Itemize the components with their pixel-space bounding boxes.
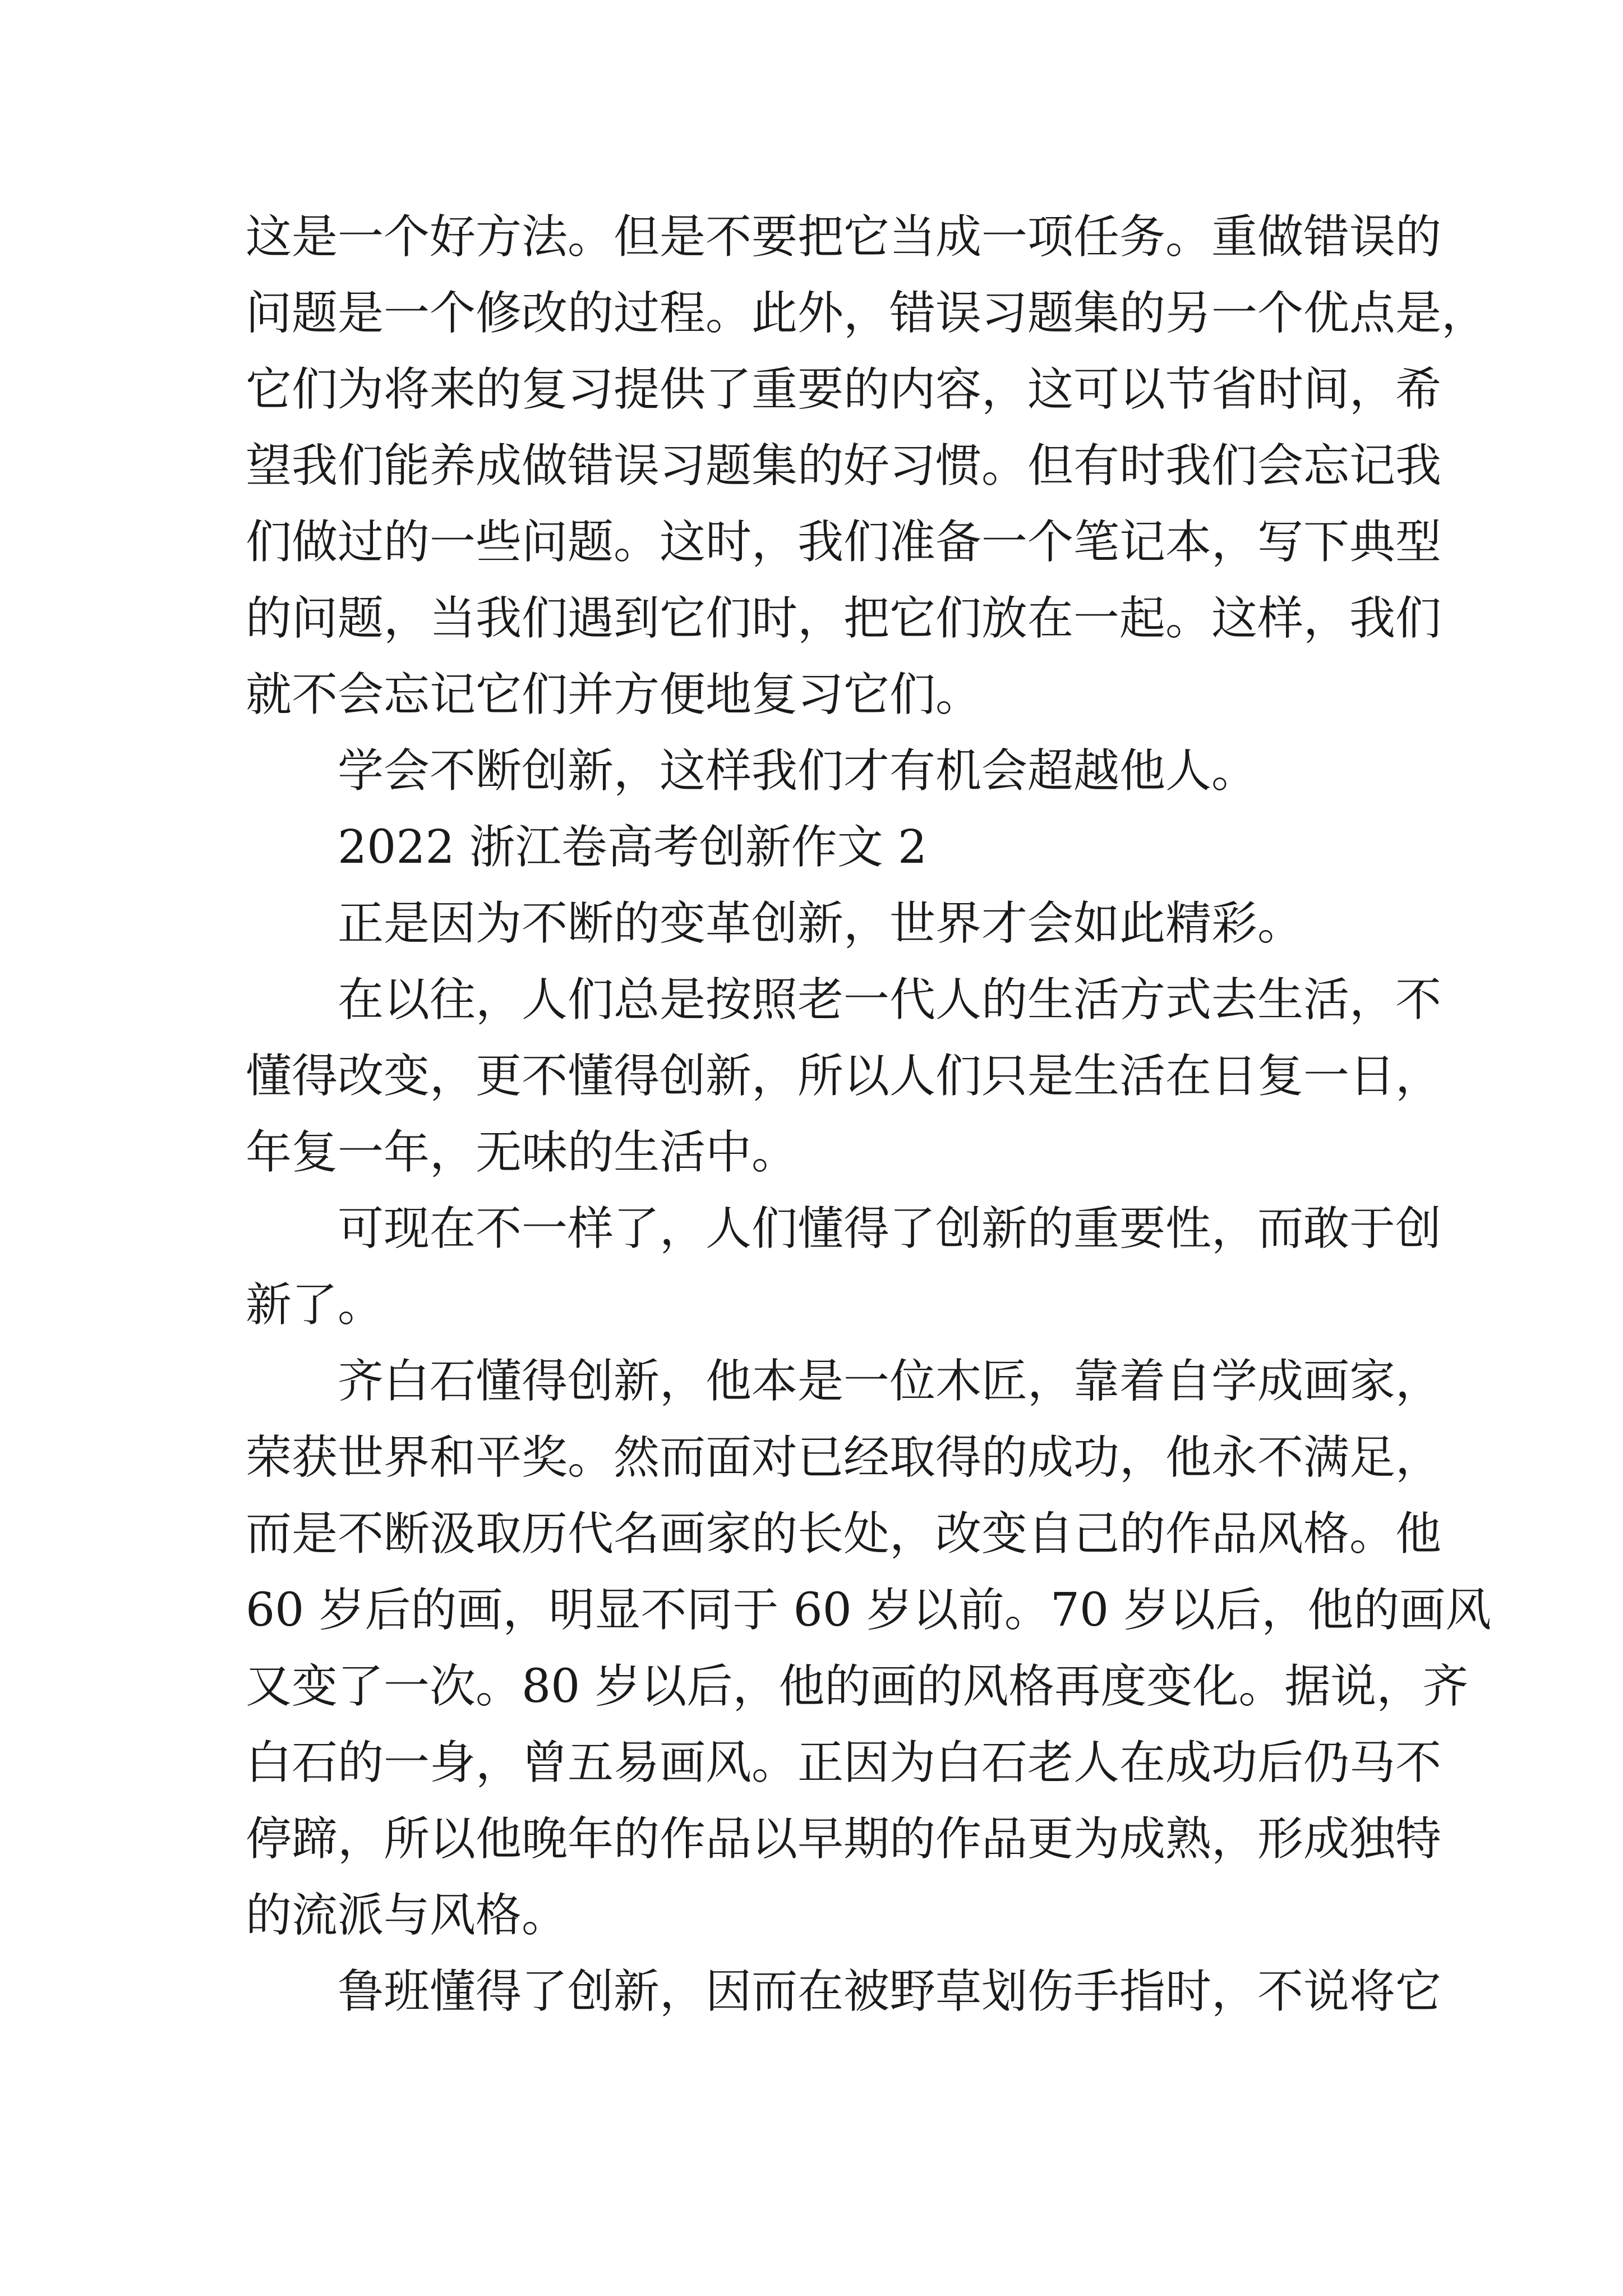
text-line: 可现在不一样了，人们懂得了创新的重要性，而敢于创 [338, 1202, 1442, 1255]
body-text [246, 199, 1492, 2030]
text-line: 齐白石懂得创新，他本是一位木匠，靠着自学成画家， [338, 1355, 1442, 1408]
text-line: 在以往，人们总是按照老一代人的生活方式去生活，不 [338, 973, 1442, 1027]
text-line: 它们为将来的复习提供了重要的内容，这可以节省时间，希 [246, 363, 1442, 416]
text-line: 问题是一个修改的过程。此外，错误习题集的另一个优点是， [246, 287, 1488, 340]
text-line: 的问题，当我们遇到它们时，把它们放在一起。这样，我们 [246, 592, 1442, 645]
text-line: 的流派与风格。 [246, 1889, 568, 1942]
text-line: 就不会忘记它们并方便地复习它们。 [246, 668, 982, 721]
text-line: 白石的一身，曾五易画风。正因为白石老人在成功后仍马不 [246, 1736, 1442, 1789]
text-line: 又变了一次。80 岁以后，他的画的风格再度变化。据说，齐 [246, 1660, 1469, 1713]
text-line: 新了。 [246, 1278, 384, 1332]
section-heading: 2022 浙江卷高考创新作文 2 [338, 821, 927, 874]
text-line: 这是一个好方法。但是不要把它当成一项任务。重做错误的 [246, 210, 1442, 264]
text-line: 停蹄，所以他晚年的作品以早期的作品更为成熟，形成独特 [246, 1812, 1442, 1866]
text-line: 而是不断汲取历代名画家的长处，改变自己的作品风格。他 [246, 1507, 1442, 1561]
text-line: 鲁班懂得了创新，因而在被野草划伤手指时，不说将它 [338, 1965, 1442, 2018]
text-line: 荣获世界和平奖。然而面对已经取得的成功，他永不满足， [246, 1431, 1442, 1484]
text-line: 年复一年，无味的生活中。 [246, 1126, 798, 1179]
text-line: 学会不断创新，这样我们才有机会超越他人。 [338, 744, 1258, 798]
text-line: 们做过的一些问题。这时，我们准备一个笔记本，写下典型 [246, 516, 1442, 569]
text-line: 望我们能养成做错误习题集的好习惯。但有时我们会忘记我 [246, 439, 1442, 493]
text-line: 60 岁后的画，明显不同于 60 岁以前。70 岁以后，他的画风 [246, 1584, 1492, 1637]
text-line: 懂得改变，更不懂得创新，所以人们只是生活在日复一日， [246, 1050, 1442, 1103]
text-line: 正是因为不断的变革创新，世界才会如此精彩。 [338, 897, 1304, 950]
